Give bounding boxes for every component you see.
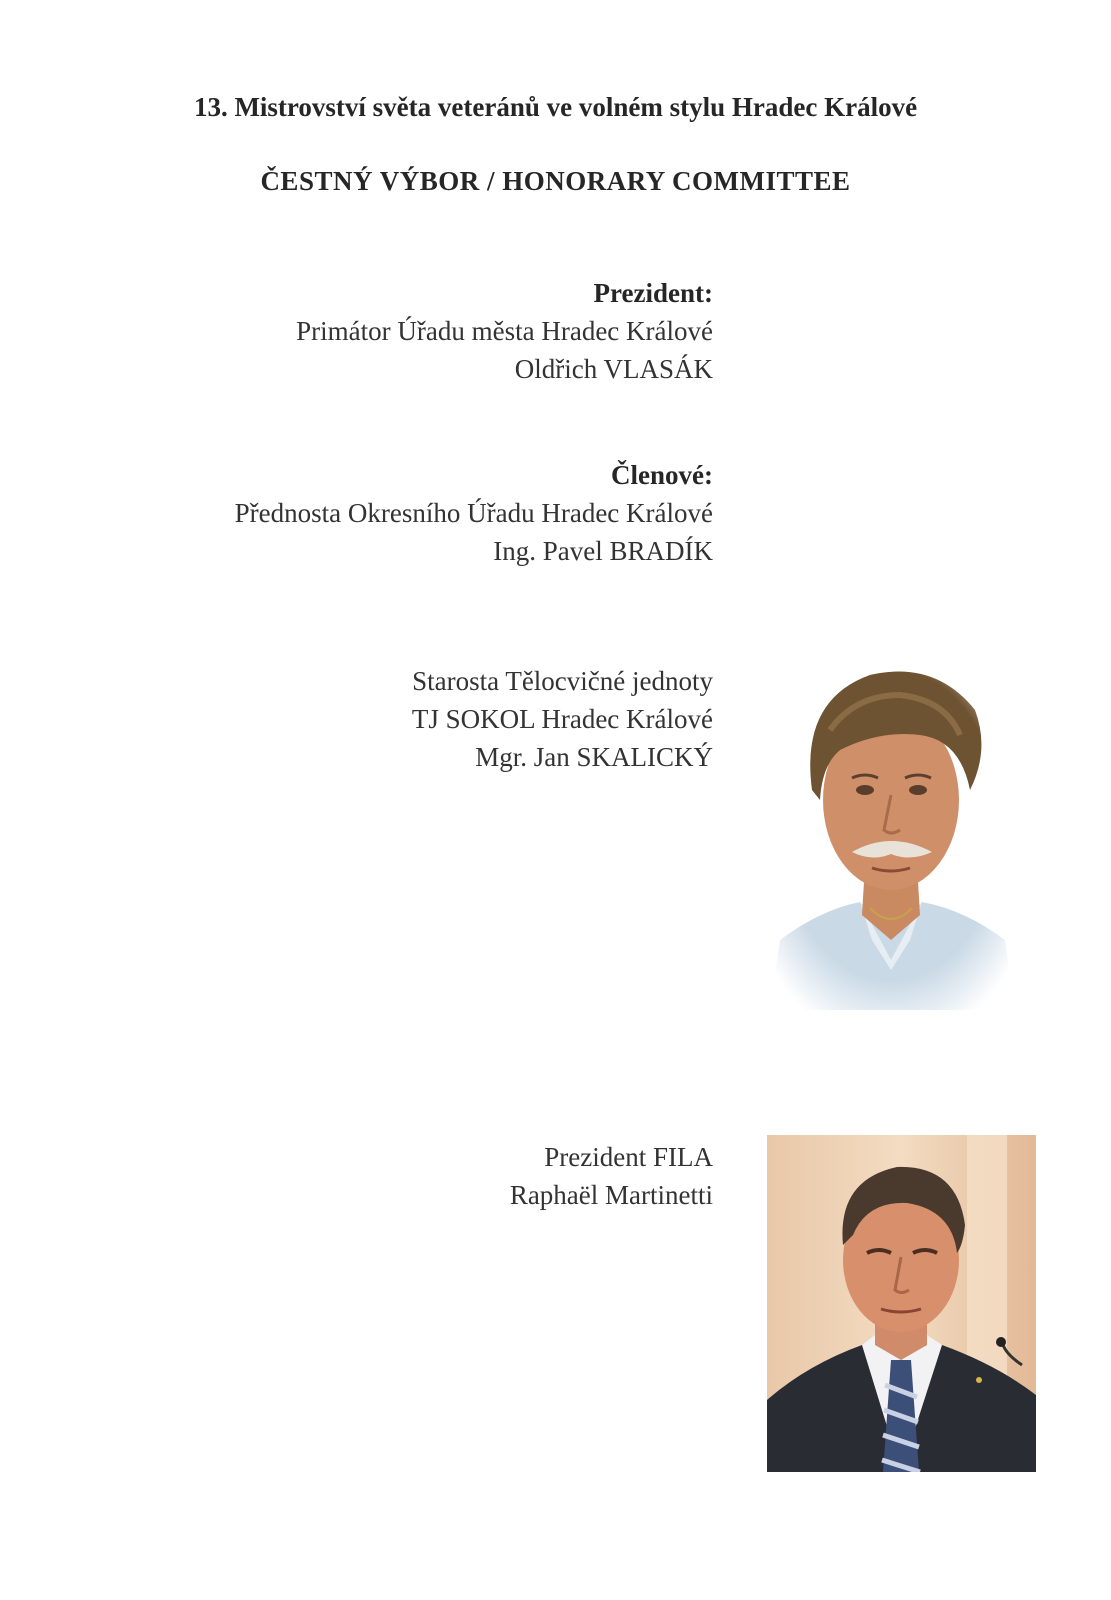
members-heading: Členové: — [611, 460, 713, 490]
member3-name: Raphaël Martinetti — [509, 1180, 713, 1210]
portrait-photo-skalicky — [760, 640, 1022, 1010]
member2-block — [412, 662, 713, 776]
president-name: Oldřich VLASÁK — [514, 354, 713, 384]
document-title: 13. Mistrovství světa veteránů ve volném stylu Hradec Králové — [193, 92, 918, 122]
member2-role-line1: Starosta Tělocvičné jednoty — [412, 666, 713, 696]
member3-role: Prezident FILA — [544, 1142, 713, 1172]
member3-block — [510, 1138, 713, 1214]
member1-name: Ing. Pavel BRADÍK — [493, 536, 713, 566]
president-block — [296, 274, 713, 388]
member2-role-line2: TJ SOKOL Hradec Králové — [411, 704, 713, 734]
president-heading: Prezident: — [593, 278, 713, 308]
committee-heading: ČESTNÝ VÝBOR / HONORARY COMMITTEE — [260, 166, 851, 196]
member1-role: Přednosta Okresního Úřadu Hradec Králové — [234, 498, 713, 528]
members-block — [235, 456, 713, 570]
president-role: Primátor Úřadu města Hradec Králové — [296, 316, 713, 346]
member2-name: Mgr. Jan SKALICKÝ — [475, 742, 713, 772]
portrait-photo-martinetti — [767, 1135, 1036, 1472]
